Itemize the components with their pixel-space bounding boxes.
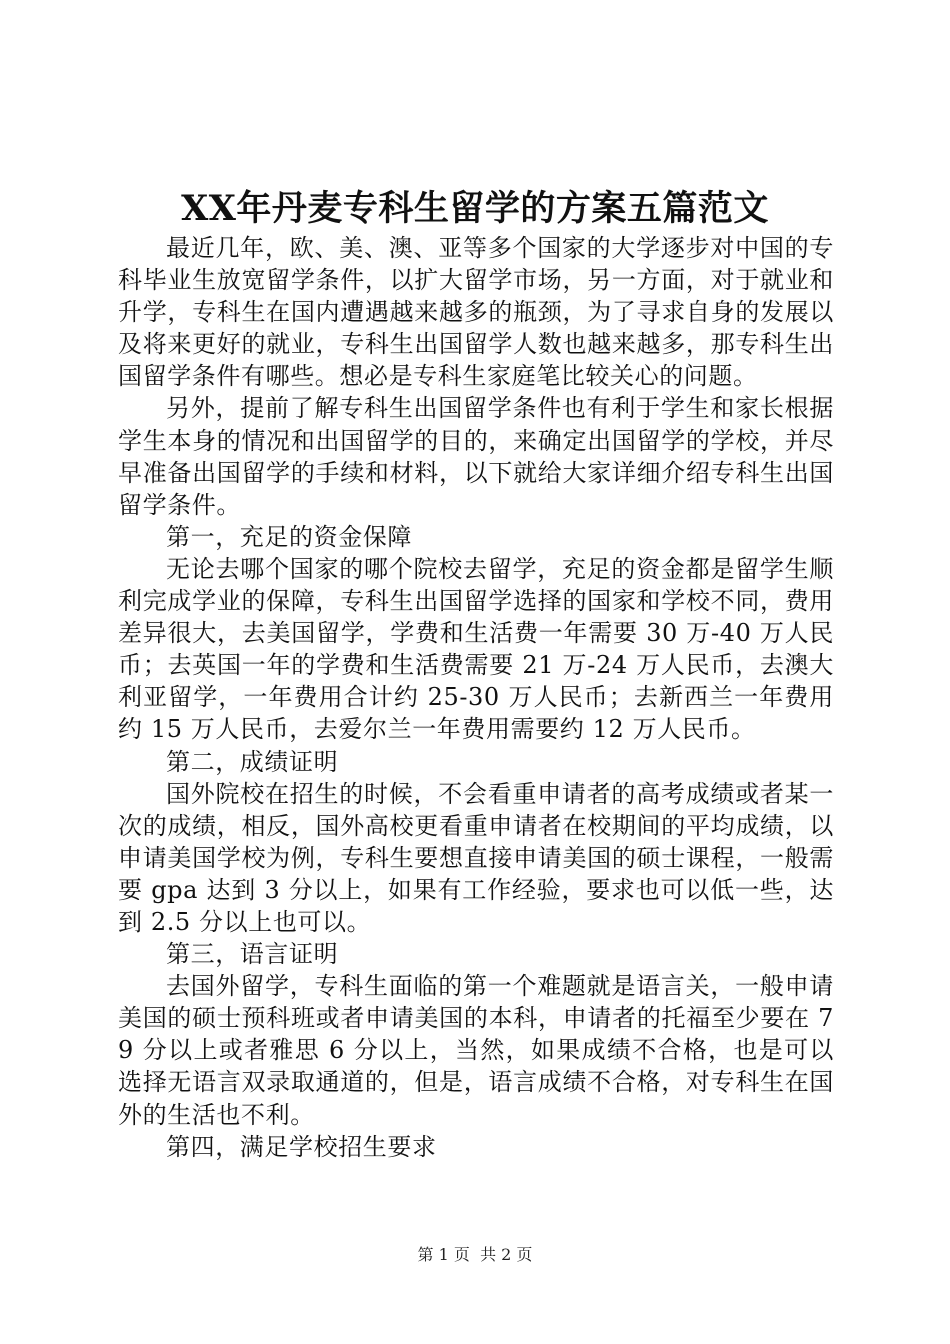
document-title: XX年丹麦专科生留学的方案五篇范文: [181, 188, 769, 229]
document-body: [118, 232, 834, 1163]
section-paragraph: 国外院校在招生的时候，不会看重申请者的高考成绩或者某一次的成绩，相反，国外高校更看重申请者在校期间的平均成绩，以申请美国学校为例，专科生要想直接申请美国的硕士课程，一般需要 gpa 达到 3 分以上，如果有工作经验，要求也可以低一些，达到 2.5 分以上也可以。: [118, 779, 834, 936]
section-paragraph: 去国外留学，专科生面临的第一个难题就是语言关，一般申请美国的硕士预科班或者申请美国的本科，申请者的托福至少要在 79 分以上或者雅思 6 分以上，当然，如果成绩不合格，也是可以选择无语言双录取通道的，但是，语言成绩不合格，对专科生在国外的生活也不利。: [118, 972, 834, 1129]
page-total: 共 2 页: [480, 1245, 533, 1264]
section-heading: 第二，成绩证明: [166, 747, 339, 776]
page-footer: [0, 1244, 950, 1266]
page-number: 第 1 页: [417, 1245, 470, 1264]
footer-spacer: [470, 1245, 480, 1264]
section-paragraph: 无论去哪个国家的哪个院校去留学，充足的资金都是留学生顺利完成学业的保障，专科生出国留学选择的国家和学校不同，费用差异很大，去美国留学，学费和生活费一年需要 30 万-40 万人民币；去英国一年的学费和生活费需要 21 万-24 万人民币，去澳大利亚留学，一年费用合计约 25-30 万人民币；去新西兰一年费用约 15 万人民币，去爱尔兰一年费用需要约 12 万人民币。: [118, 554, 834, 744]
section-heading: 第四，满足学校招生要求: [166, 1132, 437, 1161]
section-heading: 第一，充足的资金保障: [166, 522, 412, 551]
intro-paragraph: 另外，提前了解专科生出国留学条件也有利于学生和家长根据学生本身的情况和出国留学的目的，来确定出国留学的学校，并尽早准备出国留学的手续和材料，以下就给大家详细介绍专科生出国留学条件。: [118, 394, 834, 519]
intro-paragraph: 最近几年，欧、美、澳、亚等多个国家的大学逐步对中国的专科毕业生放宽留学条件，以扩大留学市场，另一方面，对于就业和升学，专科生在国内遭遇越来越多的瓶颈，为了寻求自身的发展以及将来更好的就业，专科生出国留学人数也越来越多，那专科生出国留学条件有哪些。想必是专科生家庭笔比较关心的问题。: [118, 234, 834, 391]
section-heading: 第三，语言证明: [166, 940, 339, 969]
